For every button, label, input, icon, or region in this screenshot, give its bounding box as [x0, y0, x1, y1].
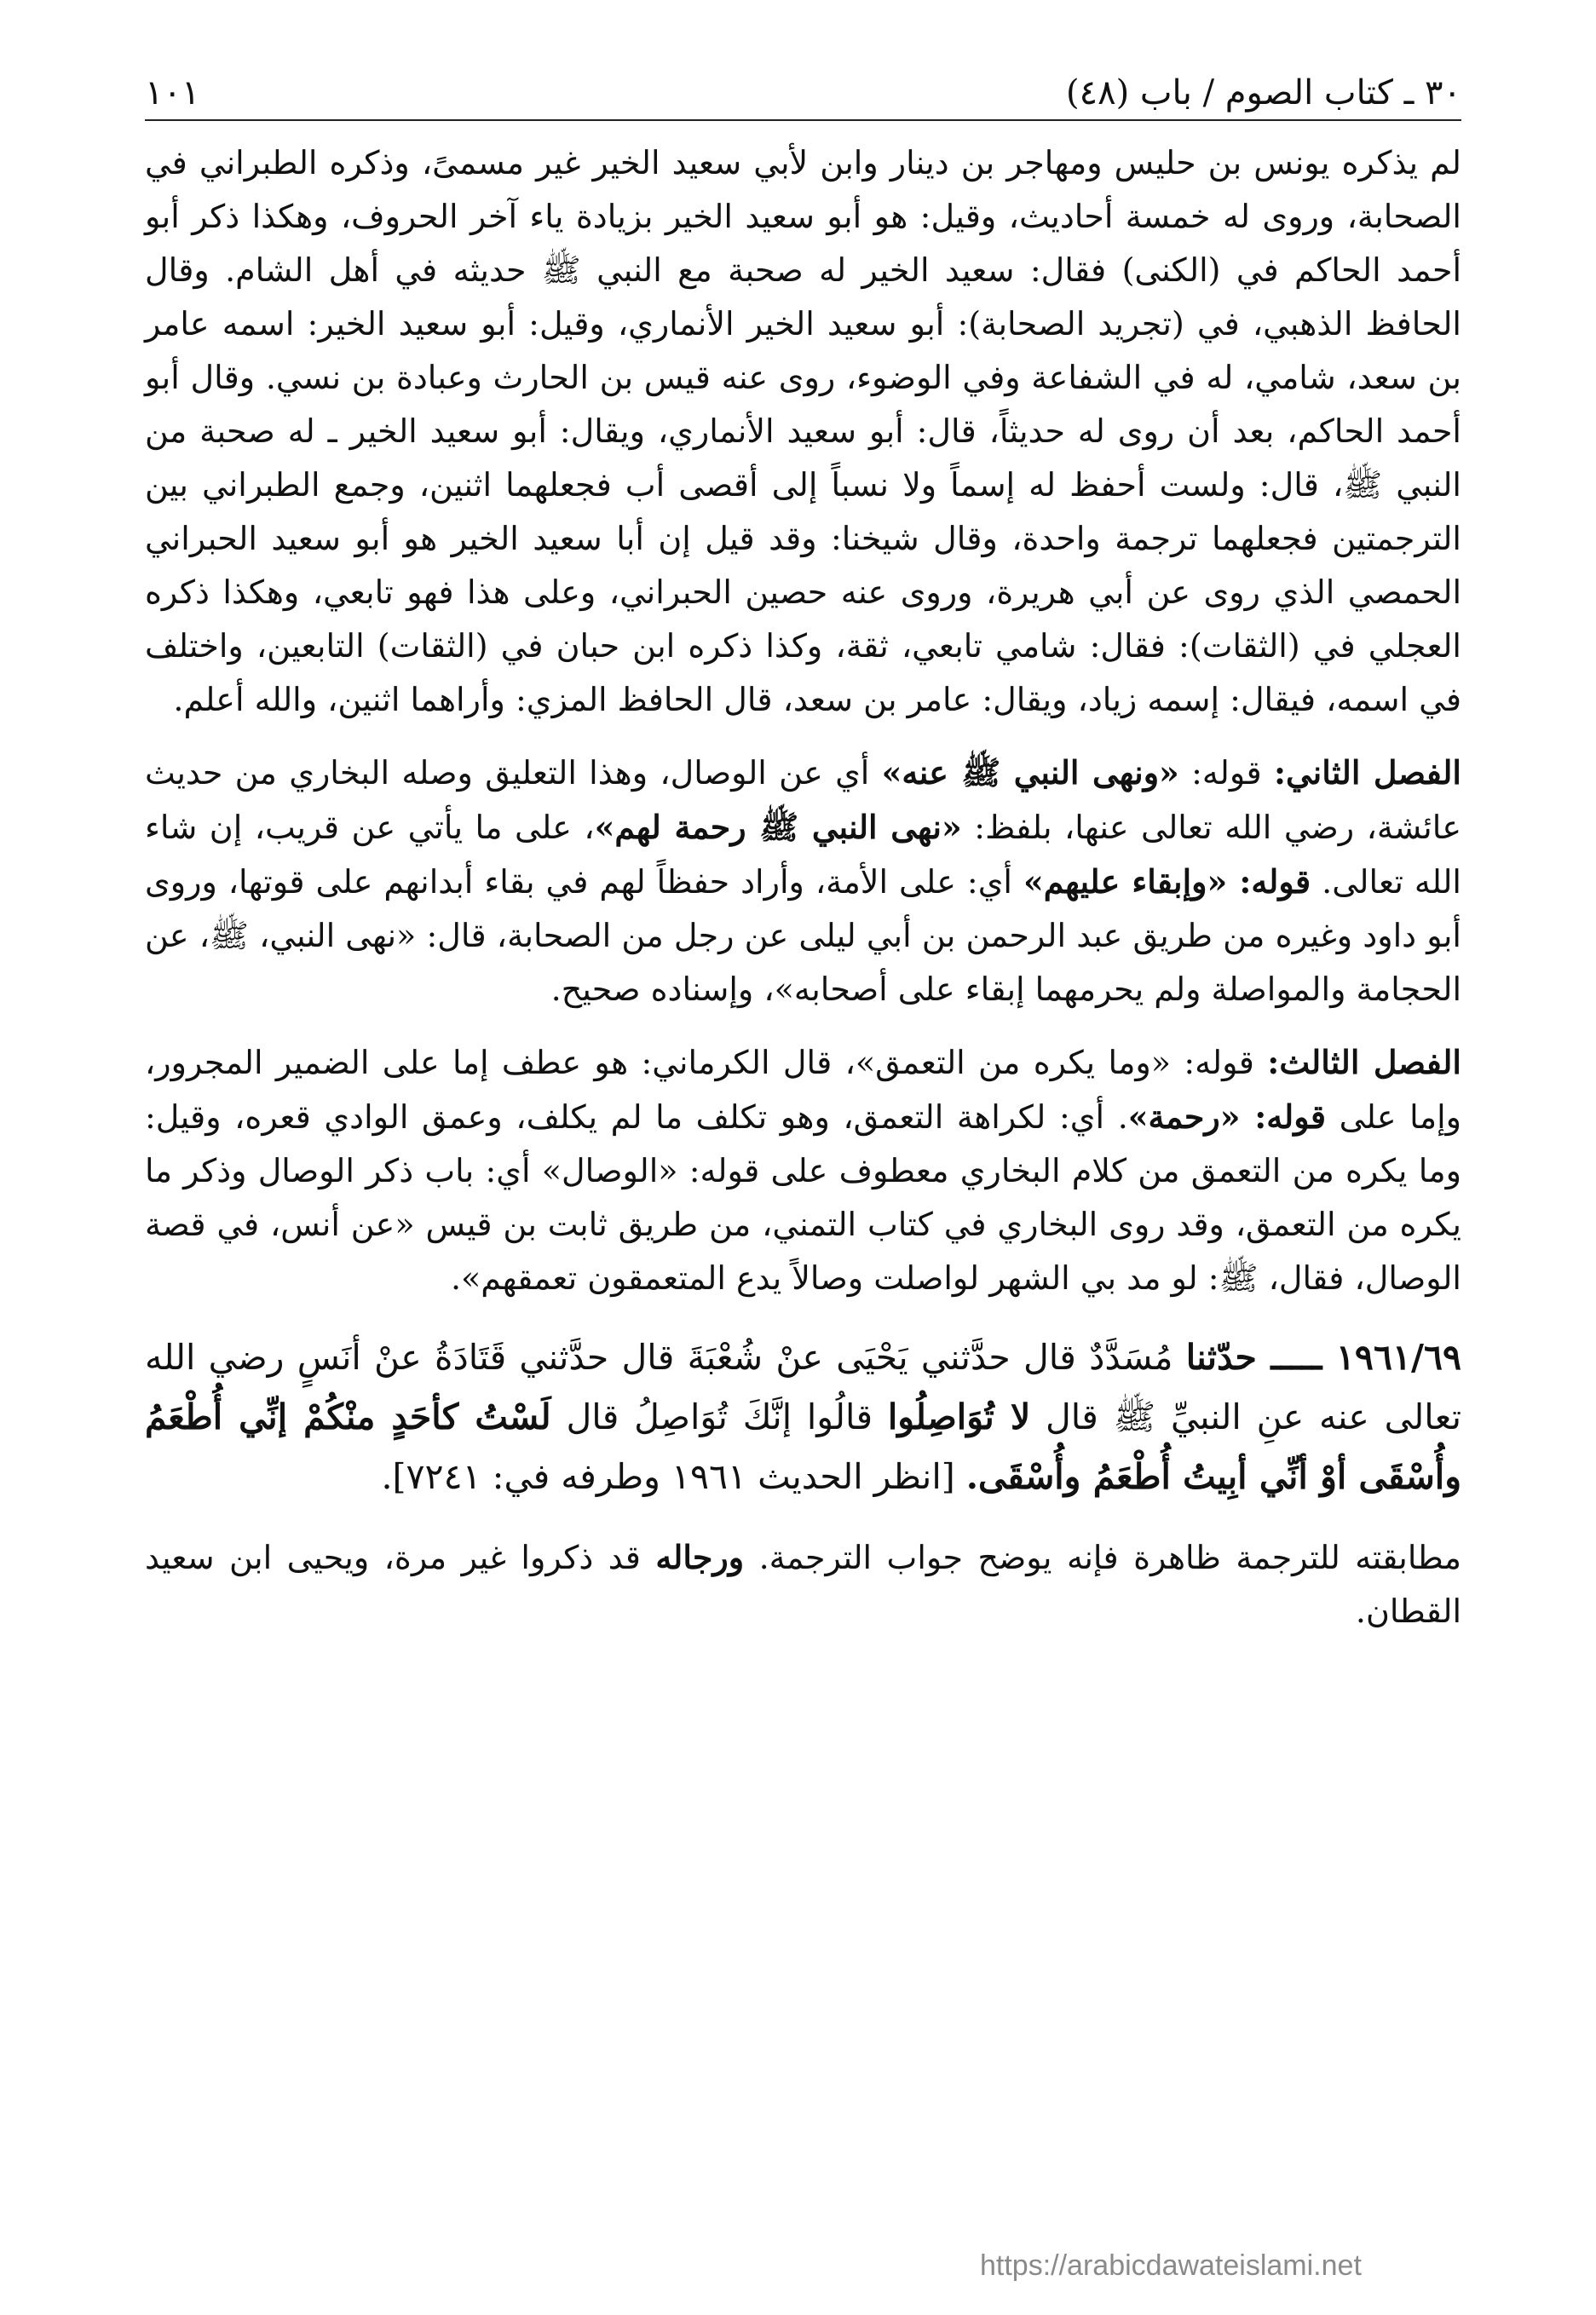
paragraph-text: ، على ما يأتي عن قريب، إن شاء الله تعالى. [145, 809, 1461, 901]
quoted-text: قوله: «وإبقاء عليهم» [1023, 862, 1311, 901]
hadith-opening-word: حدّثنا [1185, 1337, 1257, 1378]
paragraph-third-section [145, 1035, 1461, 1305]
page-number: ١٠١ [145, 73, 200, 112]
paragraph-text: قد ذكروا غير مرة، ويحيى ابن سعيد القطان. [145, 1539, 1461, 1630]
hadith-saying: لَسْتُ كأحَدٍ منْكُمْ إنِّي أُطْعَمُ وأُسْقَى أوْ أنِّي أبِيتُ أُطْعَمُ وأُسْقَى. [145, 1396, 1461, 1497]
paragraph-text: . أي: لكراهة التعمق، وهو تكلف ما لم يكلف، وعمق الوادي قعره، وقيل: وما يكره من التعمق من كلام البخاري معطوف على قوله: «الوصال» أي: باب ذكر الوصال وذكر ما يكره من التعمق، وقد روى البخاري في كتاب التمني، من طريق ثابت بن قيس «عن أنس، في قصة الوصال، فقال، ﷺ: لو مد بي الشهر لواصلت وصالاً يدع المتعمقون تعمقهم». [145, 1098, 1461, 1297]
quoted-text: «نهى النبي ﷺ رحمة لهم» [594, 808, 962, 846]
paragraph-text: لم يذكره يونس بن حليس ومهاجر بن دينار وابن لأبي سعيد الخير غير مسمىً، وذكره الطبراني في الصحابة، وروى له خمسة أحاديث، وقيل: هو أبو سعيد الخير بزيادة ياء آخر الحروف، وهكذا ذكر أبو أحمد الحاكم في (الكنى) فقال: سعيد الخير له صحبة مع النبي ﷺ حديثه في أهل الشام. وقال الحافظ الذهبي، في (تجريد الصحابة): أبو سعيد الخير الأنماري، وقيل: أبو سعيد الخير: اسمه عامر بن سعد، شامي، له في الشفاعة وفي الوضوء، روى عنه قيس بن الحارث وعبادة بن نسي. وقال أبو أحمد الحاكم، بعد أن روى له حديثاً، قال: أبو سعيد الأنماري، ويقال: أبو سعيد الخير ـ له صحبة من النبي ﷺ، قال: ولست أحفظ له إسماً ولا نسباً إلى أقصى أب فجعلهما اثنين، وجمع الطبراني بين الترجمتين فجعلهما ترجمة واحدة، وقال شيخنا: وقد قيل إن أبا سعيد الخير هو أبو سعيد الحبراني الحمصي الذي روى عن أبي هريرة، وروى عنه حصين الحبراني، وعلى هذا فهو تابعي، وهكذا ذكره العجلي في (الثقات): فقال: شامي تابعي، ثقة، وكذا ذكره ابن حبان في (الثقات) التابعين، واختلف في اسمه، فيقال: إسمه زياد، ويقال: عامر بن سعد، قال الحافظ المزي: وأراهما اثنين، والله أعلم. [145, 144, 1461, 718]
paragraph-text: قوله: «وما يكره من التعمق»، قال الكرماني: هو عطف إما على الضمير المجرور، وإما على [145, 1044, 1461, 1136]
book-page [145, 60, 1461, 2275]
hadith-chain: قالُوا إنَّكَ تُوَاصِلُ قال [550, 1396, 888, 1437]
section-heading: الفصل الثاني: [1273, 753, 1461, 792]
hadith-text [145, 1327, 1461, 1506]
hadith-number: ١٩٦١/٦٩ [1335, 1337, 1462, 1378]
hadith-dash: ـــــ [1256, 1337, 1336, 1378]
paragraph-narrator-biography [145, 136, 1461, 727]
paragraph-text: قوله: [1178, 754, 1274, 792]
paragraph-commentary [145, 1530, 1461, 1638]
quoted-text: قوله: «رحمة» [1127, 1097, 1326, 1136]
quoted-text: «ونهى النبي ﷺ عنه» [881, 753, 1179, 792]
hadith-reference: [انظر الحديث ١٩٦١ وطرفه في: ٧٢٤١]. [381, 1456, 966, 1497]
chapter-heading: ٣٠ ـ كتاب الصوم / باب (٤٨) [1066, 73, 1461, 112]
paragraph-text: أي عن الوصال، وهذا التعليق وصله البخاري من حديث عائشة، رضي الله تعالى عنها، بلفظ: [145, 754, 1461, 846]
running-head [145, 60, 1461, 121]
paragraph-second-section [145, 746, 1461, 1016]
page-body [145, 136, 1461, 1657]
hadith-chain: مُسَدَّدٌ قال حدَّثني يَحْيَى عنْ شُعْبَةَ قال حدَّثني قَتَادَةُ عنْ أنَسٍ رضي الله تعالى عنه عنِ النبيِّ ﷺ قال [145, 1337, 1461, 1437]
keyword: ورجاله [655, 1538, 745, 1576]
paragraph-text: مطابقته للترجمة ظاهرة فإنه يوضح جواب الترجمة. [744, 1539, 1461, 1576]
watermark-url: https://arabicdawateislami.net [980, 2249, 1362, 2282]
paragraph-text: أي: على الأمة، وأراد حفظاً لهم في بقاء أبدانهم على قوتها، وروى أبو داود وغيره من طريق عبد الرحمن بن أبي ليلى عن رجل من الصحابة، قال: «نهى النبي، ﷺ، عن الحجامة والمواصلة ولم يحرمهما إبقاء على أصحابه»، وإسناده صحيح. [145, 863, 1461, 1008]
hadith-saying: لا تُوَاصِلُوا [887, 1396, 1031, 1437]
section-heading: الفصل الثالث: [1267, 1043, 1461, 1081]
